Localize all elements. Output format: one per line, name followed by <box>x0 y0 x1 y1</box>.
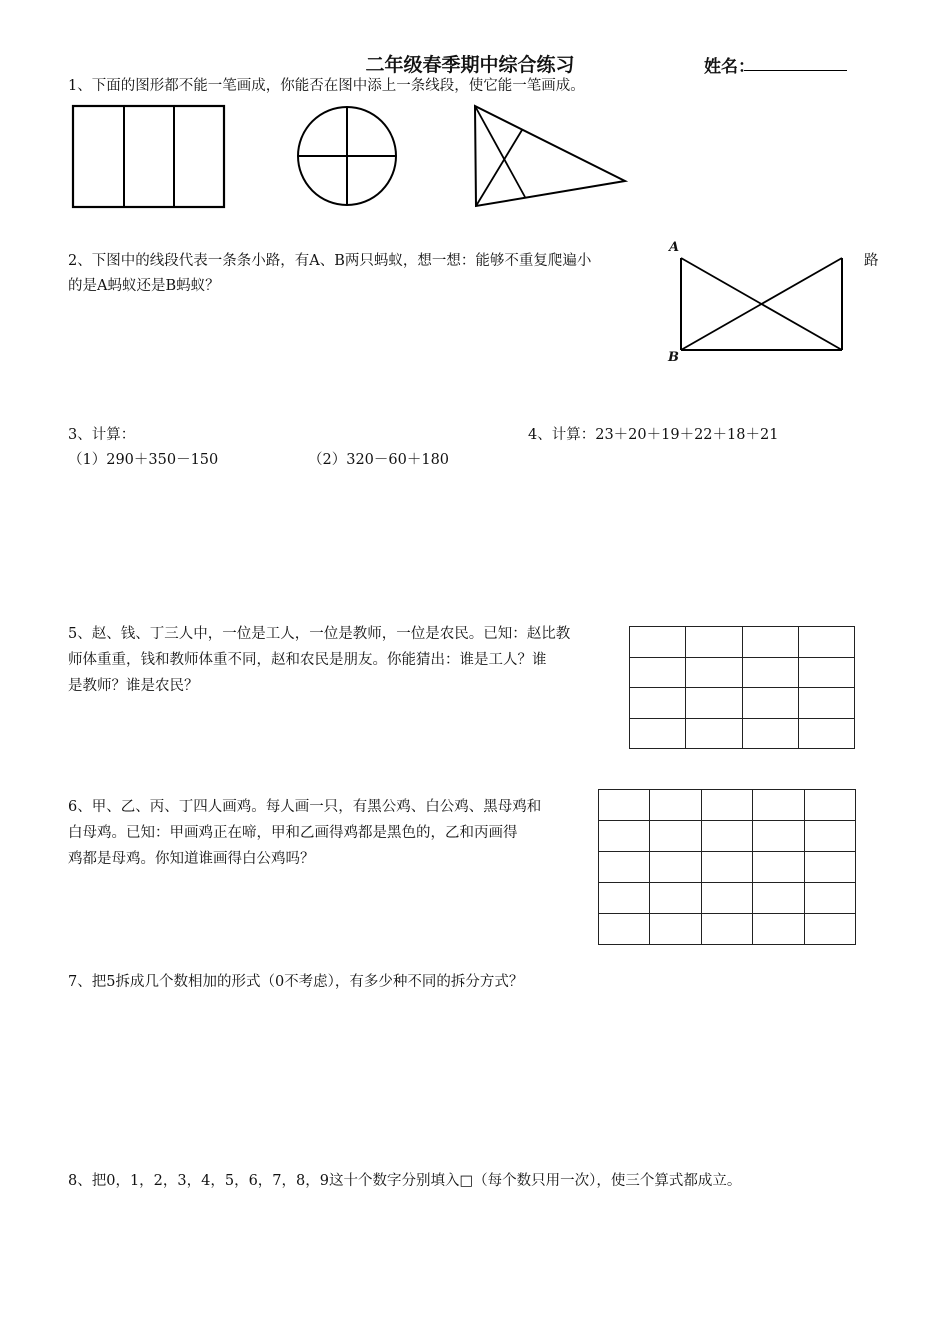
grid-cell[interactable] <box>686 718 742 749</box>
grid-cell[interactable] <box>804 821 855 852</box>
grid-cell[interactable] <box>630 657 686 688</box>
grid-cell[interactable] <box>753 821 804 852</box>
grid-cell[interactable] <box>742 627 798 658</box>
grid-cell[interactable] <box>753 883 804 914</box>
page-title: 二年级春季期中综合练习 <box>365 54 575 76</box>
question-3-sub-2: （2）320－60＋180 <box>308 452 450 468</box>
question-2-line-1: 2、下图中的线段代表一条条小路，有A、B两只蚂蚁，想一想：能够不重复爬遍小 <box>68 253 592 269</box>
name-blank-line[interactable] <box>744 70 847 71</box>
grid-cell[interactable] <box>701 883 752 914</box>
question-6-line-3: 鸡都是母鸡。你知道谁画得白公鸡吗？ <box>68 851 315 867</box>
grid-cell[interactable] <box>650 883 701 914</box>
grid-cell[interactable] <box>650 821 701 852</box>
question-6-logic-grid[interactable] <box>598 789 856 945</box>
grid-cell[interactable] <box>630 688 686 719</box>
grid-cell[interactable] <box>630 718 686 749</box>
grid-cell[interactable] <box>650 790 701 821</box>
question-6-line-1: 6、甲、乙、丙、丁四人画鸡。每人画一只，有黑公鸡、白公鸡、黑母鸡和 <box>68 799 542 815</box>
grid-cell[interactable] <box>804 914 855 945</box>
grid-cell[interactable] <box>804 852 855 883</box>
grid-cell[interactable] <box>753 914 804 945</box>
grid-cell[interactable] <box>804 883 855 914</box>
grid-cell[interactable] <box>701 852 752 883</box>
grid-cell[interactable] <box>742 718 798 749</box>
question-5-line-1: 5、赵、钱、丁三人中，一位是工人，一位是教师，一位是农民。已知：赵比教 <box>68 626 571 642</box>
grid-cell[interactable] <box>798 718 854 749</box>
grid-cell[interactable] <box>599 790 650 821</box>
grid-cell[interactable] <box>686 688 742 719</box>
grid-cell[interactable] <box>753 790 804 821</box>
grid-cell[interactable] <box>742 688 798 719</box>
question-3-text: 3、计算： <box>68 427 136 443</box>
grid-cell[interactable] <box>701 914 752 945</box>
question-2-line-1-tail: 路 <box>864 253 879 269</box>
grid-cell[interactable] <box>599 883 650 914</box>
grid-cell[interactable] <box>630 627 686 658</box>
point-label-b: B <box>668 350 679 365</box>
grid-cell[interactable] <box>599 914 650 945</box>
grid-cell[interactable] <box>701 790 752 821</box>
question-8-text: 8、把0，1，2，3，4，5，6，7，8，9这十个数字分别填入□（每个数只用一次），使三个算式都成立。 <box>68 1173 742 1189</box>
question-5-logic-grid[interactable] <box>629 626 855 749</box>
question-5-line-2: 师体重重，钱和教师体重不同，赵和农民是朋友。你能猜出：谁是工人？谁 <box>68 652 547 668</box>
question-4-text: 4、计算：23＋20＋19＋22＋18＋21 <box>528 427 779 443</box>
question-6-line-2: 白母鸡。已知：甲画鸡正在啼，甲和乙画得鸡都是黑色的，乙和丙画得 <box>68 825 518 841</box>
figure-circle-quartered <box>296 105 400 209</box>
grid-cell[interactable] <box>686 657 742 688</box>
question-1-text: 1、下面的图形都不能一笔画成，你能否在图中添上一条线段，使它能一笔画成。 <box>68 78 585 94</box>
grid-cell[interactable] <box>686 627 742 658</box>
grid-cell[interactable] <box>742 657 798 688</box>
figure-ant-paths <box>676 255 846 353</box>
grid-cell[interactable] <box>753 852 804 883</box>
figure-triangle-crossed <box>470 102 630 210</box>
point-label-a: A <box>669 240 680 255</box>
grid-cell[interactable] <box>701 821 752 852</box>
grid-cell[interactable] <box>798 657 854 688</box>
grid-cell[interactable] <box>650 852 701 883</box>
grid-cell[interactable] <box>798 688 854 719</box>
grid-cell[interactable] <box>650 914 701 945</box>
grid-cell[interactable] <box>798 627 854 658</box>
question-5-line-3: 是教师？谁是农民？ <box>68 678 199 694</box>
question-7-text: 7、把5拆成几个数相加的形式（0不考虑），有多少种不同的拆分方式？ <box>68 974 524 990</box>
name-label: 姓名： <box>704 57 755 77</box>
grid-cell[interactable] <box>599 821 650 852</box>
question-2-line-2: 的是A蚂蚁还是B蚂蚁？ <box>68 278 220 294</box>
grid-cell[interactable] <box>599 852 650 883</box>
question-3-sub-1: （1）290＋350－150 <box>68 452 219 468</box>
figure-rectangle-three-parts <box>70 103 230 210</box>
grid-cell[interactable] <box>804 790 855 821</box>
